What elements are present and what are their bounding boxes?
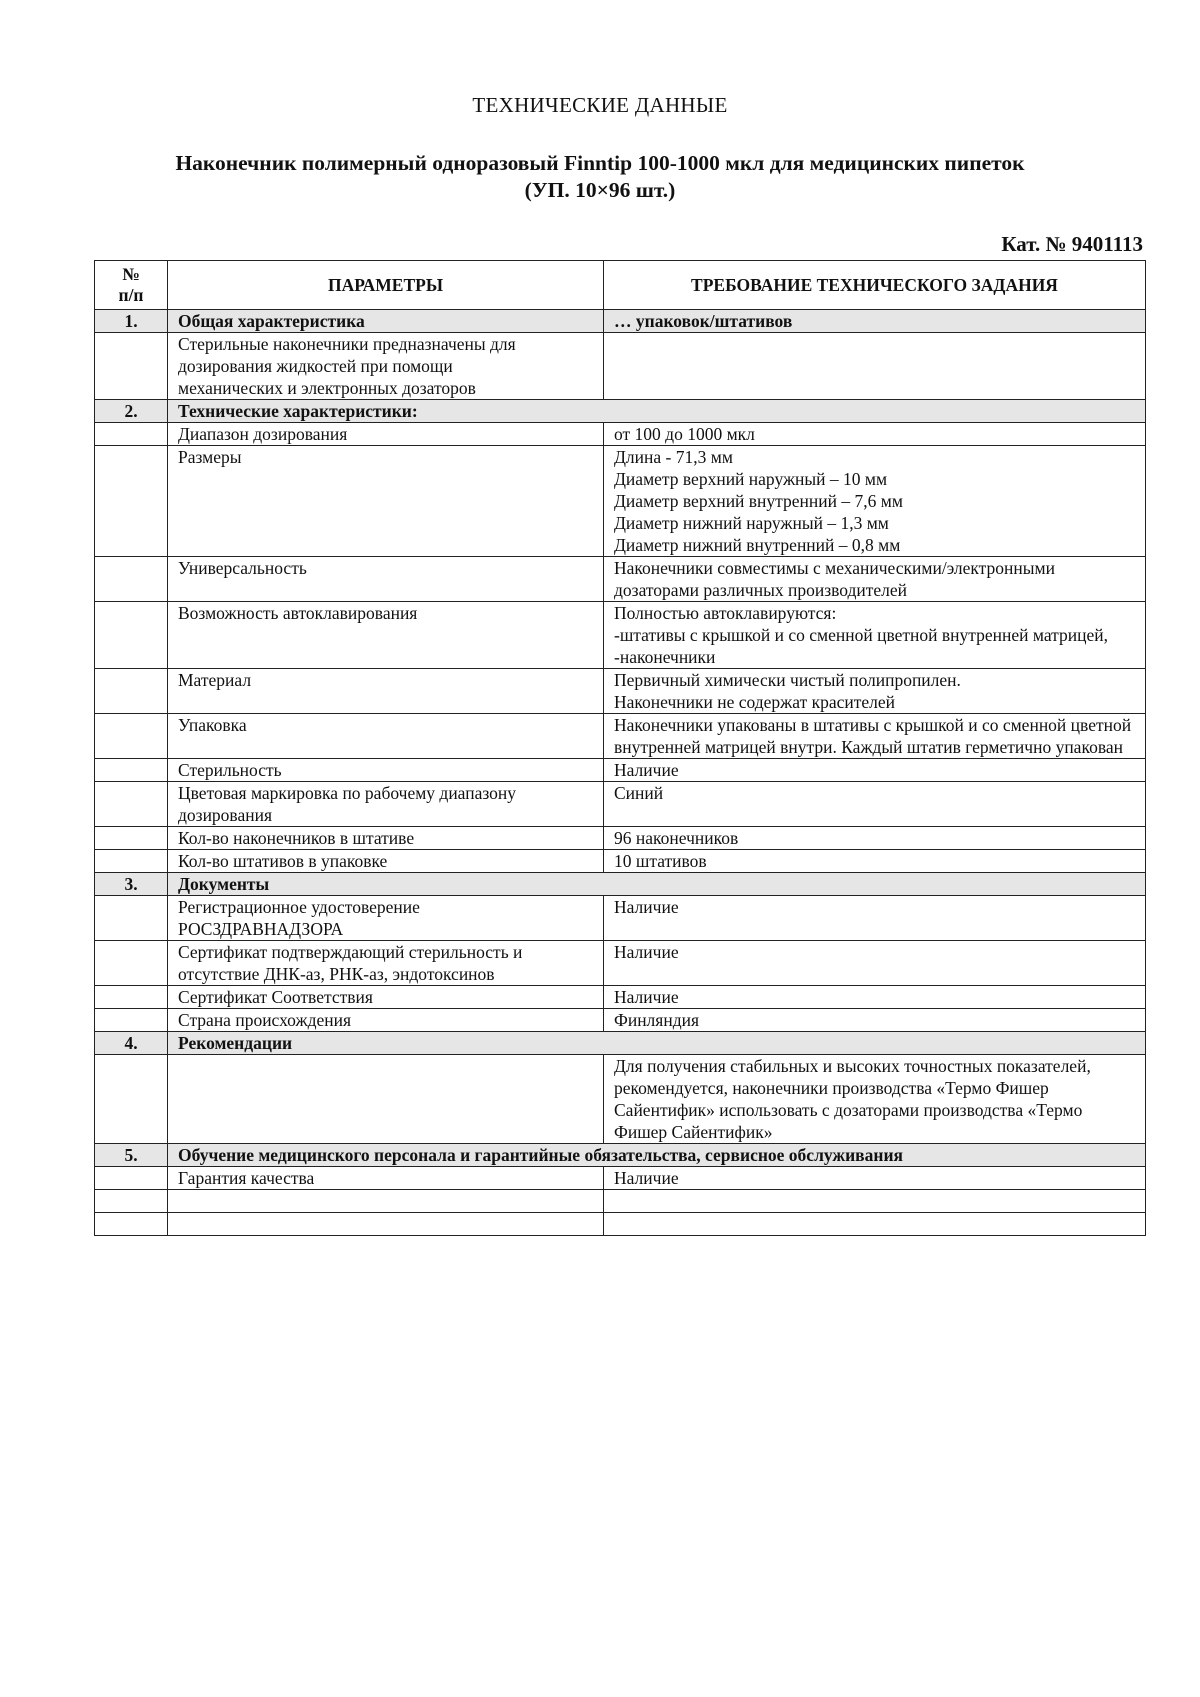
param-text-line: Стерильные наконечники предназначены для (178, 334, 516, 354)
value-cell: 96 наконечников (604, 827, 1146, 850)
value-text-line: -наконечники (614, 647, 716, 667)
value-text-line: -штативы с крышкой и со сменной цветной внутренней матрицей, (614, 625, 1108, 645)
column-header-number-line-1: № (122, 264, 140, 284)
param-text-line: механических и электронных дозаторов (178, 378, 476, 398)
param-text-line: Цветовая маркировка по рабочему диапазону (178, 783, 517, 803)
param-cell (168, 333, 604, 400)
table-row (95, 557, 1146, 602)
column-header-number (95, 261, 168, 310)
section-number: 3. (95, 873, 168, 896)
empty-row (95, 1213, 1146, 1236)
row-number-cell (95, 714, 168, 759)
section-title: Рекомендации (168, 1032, 1146, 1055)
param-cell (168, 1055, 604, 1144)
param-cell: Стерильность (168, 759, 604, 782)
param-text-line: дозирования (178, 805, 273, 825)
table-row (95, 714, 1146, 759)
param-cell (168, 782, 604, 827)
document-title: ТЕХНИЧЕСКИЕ ДАННЫЕ (472, 93, 728, 117)
row-number-cell (95, 446, 168, 557)
empty-cell (168, 1213, 604, 1236)
value-cell: Наличие (604, 1167, 1146, 1190)
value-text-line: Диаметр нижний наружный – 1,3 мм (614, 513, 889, 533)
param-cell: Упаковка (168, 714, 604, 759)
value-cell: Финляндия (604, 1009, 1146, 1032)
value-cell: Для получения стабильных и высоких точностных показателей, рекомендуется, наконечники производства «Термо Фишер Сайентифик» использовать с дозаторами производства «Термо Фишер Сайентифик» (604, 1055, 1146, 1144)
param-text-line: дозирования жидкостей при помощи (178, 356, 453, 376)
value-cell (604, 446, 1146, 557)
empty-cell (95, 1190, 168, 1213)
column-header-params: ПАРАМЕТРЫ (168, 261, 604, 310)
value-cell: 10 штативов (604, 850, 1146, 873)
value-cell (604, 333, 1146, 400)
param-cell: Страна происхождения (168, 1009, 604, 1032)
value-cell: Наконечники упакованы в штативы с крышкой и со сменной цветной внутренней матрицей внутри. Каждый штатив герметично упакован (604, 714, 1146, 759)
row-number-cell (95, 986, 168, 1009)
row-number-cell (95, 333, 168, 400)
param-text-line: отсутствие ДНК-аз, РНК-аз, эндотоксинов (178, 964, 495, 984)
section-number: 2. (95, 400, 168, 423)
param-cell (168, 896, 604, 941)
table-row (95, 1055, 1146, 1144)
product-title-line-2: (УП. 10×96 шт.) (524, 178, 676, 202)
section-number: 1. (95, 310, 168, 333)
value-cell: от 100 до 1000 мкл (604, 423, 1146, 446)
value-text-line: Диаметр верхний наружный – 10 мм (614, 469, 888, 489)
param-cell: Сертификат Соответствия (168, 986, 604, 1009)
product-title-line-1: Наконечник полимерный одноразовый Finntip 100-1000 мкл для медицинских пипеток (175, 151, 1025, 175)
row-number-cell (95, 1055, 168, 1144)
param-text-line: РОСЗДРАВНАДЗОРА (178, 919, 344, 939)
value-cell: Наличие (604, 941, 1146, 986)
row-number-cell (95, 1167, 168, 1190)
row-number-cell (95, 896, 168, 941)
section-row-5 (95, 1144, 1146, 1167)
section-row-2 (95, 400, 1146, 423)
value-cell (604, 669, 1146, 714)
table-header-row (95, 261, 1146, 310)
table-row (95, 850, 1146, 873)
empty-cell (604, 1190, 1146, 1213)
value-cell (604, 557, 1146, 602)
value-text-line: Полностью автоклавируются: (614, 603, 837, 623)
section-title: Технические характеристики: (168, 400, 1146, 423)
param-cell: Диапазон дозирования (168, 423, 604, 446)
param-cell: Универсальность (168, 557, 604, 602)
empty-cell (95, 1213, 168, 1236)
column-header-number-line-2: п/п (118, 285, 144, 305)
param-cell: Кол-во штативов в упаковке (168, 850, 604, 873)
param-cell: Возможность автоклавирования (168, 602, 604, 669)
row-number-cell (95, 827, 168, 850)
table-row (95, 986, 1146, 1009)
param-cell: Материал (168, 669, 604, 714)
table-row (95, 782, 1146, 827)
value-text-line: Наконечники не содержат красителей (614, 692, 896, 712)
empty-row (95, 1190, 1146, 1213)
value-cell: Наличие (604, 896, 1146, 941)
row-number-cell (95, 1009, 168, 1032)
param-cell: Кол-во наконечников в штативе (168, 827, 604, 850)
section-row-3 (95, 873, 1146, 896)
value-cell: Наличие (604, 759, 1146, 782)
section-value: … упаковок/штативов (604, 310, 1146, 333)
value-text-line: Наконечники совместимы с механическими/электронными (614, 558, 1055, 578)
value-text-line: Диаметр верхний внутренний – 7,6 мм (614, 491, 903, 511)
table-row (95, 333, 1146, 400)
value-text-line: дозаторами различных производителей (614, 580, 908, 600)
section-row-4 (95, 1032, 1146, 1055)
empty-cell (604, 1213, 1146, 1236)
section-title: Обучение медицинского персонала и гарантийные обязательства, сервисное обслуживания (168, 1144, 1146, 1167)
row-number-cell (95, 557, 168, 602)
catalog-number: Кат. № 9401113 (1001, 232, 1143, 256)
row-number-cell (95, 850, 168, 873)
param-cell (168, 941, 604, 986)
param-cell: Гарантия качества (168, 1167, 604, 1190)
section-number: 4. (95, 1032, 168, 1055)
table-row (95, 1167, 1146, 1190)
value-text-line: Диаметр нижний внутренний – 0,8 мм (614, 535, 901, 555)
section-title: Документы (168, 873, 1146, 896)
table-row (95, 446, 1146, 557)
product-title (60, 150, 1140, 204)
row-number-cell (95, 602, 168, 669)
section-row-1 (95, 310, 1146, 333)
row-number-cell (95, 782, 168, 827)
value-text-line: Первичный химически чистый полипропилен. (614, 670, 961, 690)
row-number-cell (95, 669, 168, 714)
specification-table (94, 260, 1146, 1236)
value-cell: Синий (604, 782, 1146, 827)
value-cell: Наличие (604, 986, 1146, 1009)
value-text-line: Длина - 71,3 мм (614, 447, 733, 467)
row-number-cell (95, 423, 168, 446)
value-cell (604, 602, 1146, 669)
section-title: Общая характеристика (168, 310, 604, 333)
row-number-cell (95, 941, 168, 986)
empty-cell (168, 1190, 604, 1213)
section-number: 5. (95, 1144, 168, 1167)
table-row (95, 759, 1146, 782)
table-row (95, 1009, 1146, 1032)
param-cell: Размеры (168, 446, 604, 557)
param-text-line: Регистрационное удостоверение (178, 897, 420, 917)
table-row (95, 423, 1146, 446)
table-row (95, 896, 1146, 941)
table-row (95, 602, 1146, 669)
row-number-cell (95, 759, 168, 782)
param-text-line: Сертификат подтверждающий стерильность и (178, 942, 523, 962)
column-header-requirement: ТРЕБОВАНИЕ ТЕХНИЧЕСКОГО ЗАДАНИЯ (604, 261, 1146, 310)
table-row (95, 941, 1146, 986)
table-row (95, 669, 1146, 714)
table-row (95, 827, 1146, 850)
